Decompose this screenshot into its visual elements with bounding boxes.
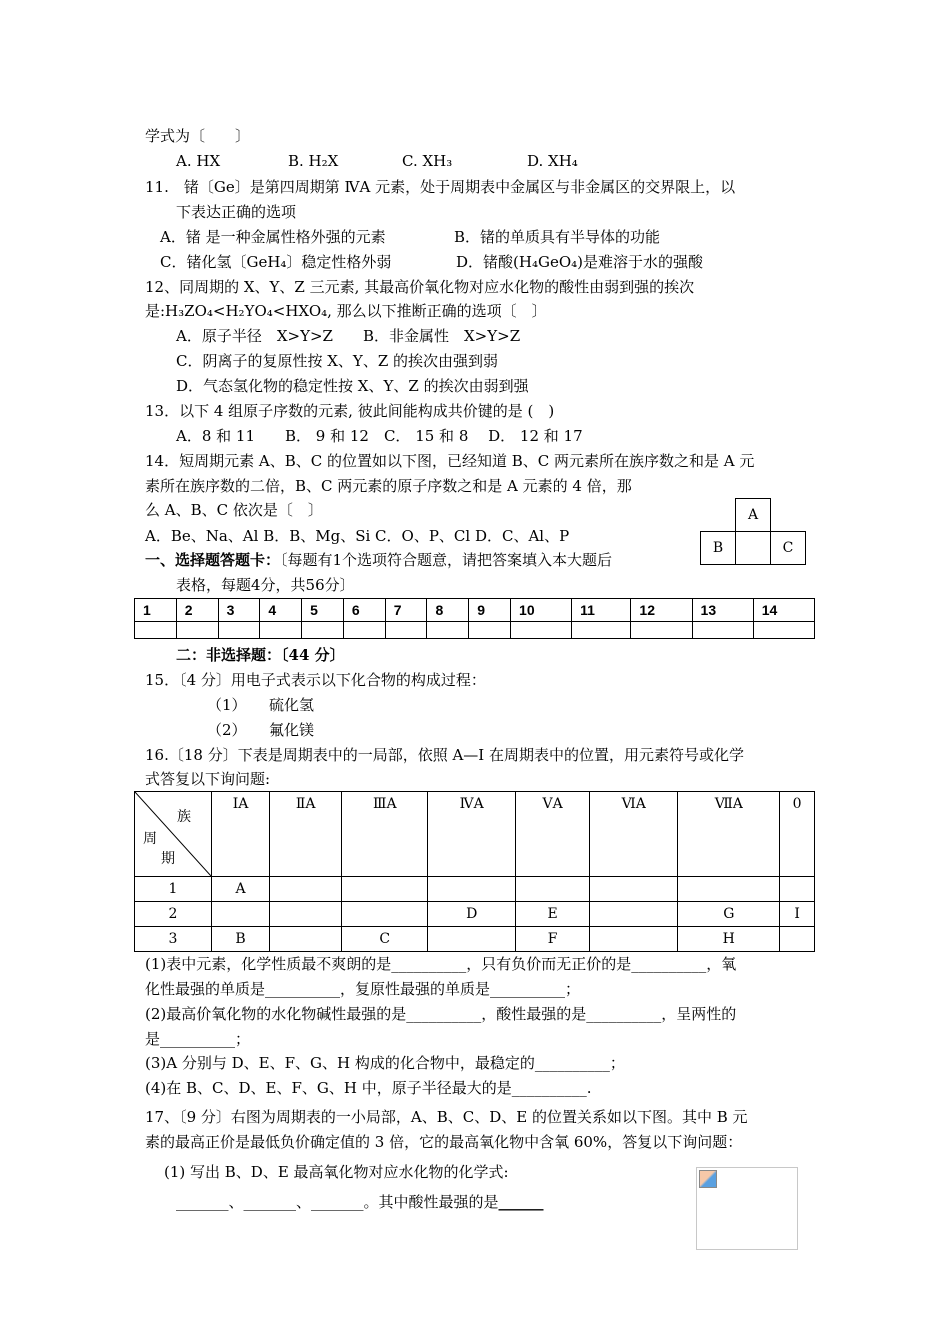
q16-line2: 式答复以下询问题: xyxy=(145,770,271,788)
answer-card-number: 8 xyxy=(427,599,469,622)
answer-card-number: 10 xyxy=(511,599,572,622)
element-cell xyxy=(780,877,815,902)
element-cell xyxy=(342,902,428,927)
period-label: 3 xyxy=(135,927,212,952)
element-cell xyxy=(516,877,590,902)
element-cell: I xyxy=(780,902,815,927)
q17-sub1-blanks xyxy=(176,1192,544,1212)
corner-label-group: 族 xyxy=(177,809,191,825)
element-cell: C xyxy=(342,927,428,952)
group-header: ⅣA xyxy=(428,792,516,877)
element-cell xyxy=(270,927,342,952)
q17-line2: 素的最高正价是最低负价确定值的 3 倍，它的最高氧化物中含氧 60%，答复以下询问题： xyxy=(145,1133,743,1151)
element-cell: G xyxy=(678,902,780,927)
group-header: ⅠA xyxy=(212,792,270,877)
q10-option-a: A. HX xyxy=(176,152,221,170)
answer-card-table xyxy=(134,598,815,639)
answer-card-number: 3 xyxy=(218,599,260,622)
q16-sub4: (4)在 B、C、D、E、F、G、H 中，原子半径最大的是__________. xyxy=(145,1079,592,1097)
group-header: 0 xyxy=(780,792,815,877)
q11-option-d: D．锗酸(H₄GeO₄)是难溶于水的强酸 xyxy=(456,253,703,271)
q14-line2: 素所在族序数的二倍，B、C 两元素的原子序数之和是 A 元素的 4 倍，那 xyxy=(145,477,632,495)
answer-slot[interactable] xyxy=(343,622,385,639)
group-header: ⅢA xyxy=(342,792,428,877)
section1-title: 一、选择题答题卡： xyxy=(145,551,281,569)
q17-line1: 17、〔9 分〕右图为周期表的一小局部，A、B、C、D、E 的位置关系如以下图。其中 B 元 xyxy=(145,1108,748,1126)
answer-card-number: 4 xyxy=(260,599,302,622)
table-corner-cell xyxy=(135,792,212,877)
answer-slot[interactable] xyxy=(511,622,572,639)
element-cell xyxy=(270,877,342,902)
q16-sub2-line2: 是__________； xyxy=(145,1030,251,1048)
q11-line1: 11. 锗〔Ge〕是第四周期第 ⅣA 元素，处于周期表中金属区与非金属区的交界限上，以 xyxy=(145,178,736,196)
period-label: 1 xyxy=(135,877,212,902)
element-cell: A xyxy=(212,877,270,902)
q11-option-a: A．锗 是一种金属性格外强的元素 xyxy=(160,228,386,246)
q10-option-b: B. H₂X xyxy=(288,152,339,170)
element-cell: B xyxy=(212,927,270,952)
q16-sub2-line1: (2)最高价氧化物的水化物碱性最强的是__________，酸性最强的是__________，呈两性的 xyxy=(145,1005,737,1023)
element-cell xyxy=(590,927,678,952)
q17-figure-placeholder xyxy=(696,1167,798,1250)
element-cell: H xyxy=(678,927,780,952)
answer-slot[interactable] xyxy=(631,622,692,639)
answer-slot[interactable] xyxy=(176,622,218,639)
element-cell xyxy=(428,927,516,952)
q12-line1: 12、同周期的 X、Y、Z 三元素, 其最高价氧化物对应水化物的酸性由弱到强的挨次 xyxy=(145,278,695,296)
answer-card-number: 12 xyxy=(631,599,692,622)
abc-position-diagram xyxy=(700,498,806,565)
group-header: ⅡA xyxy=(270,792,342,877)
element-cell xyxy=(780,927,815,952)
answer-card-number: 5 xyxy=(302,599,344,622)
answer-card-number: 1 xyxy=(135,599,177,622)
answer-slot[interactable] xyxy=(260,622,302,639)
q15-line1: 15．〔4 分〕用电子式表示以下化合物的构成过程： xyxy=(145,671,486,689)
answer-card-number: 7 xyxy=(385,599,427,622)
answer-card-number: 2 xyxy=(176,599,218,622)
diagram-cell-b: B xyxy=(701,532,736,565)
q13-line1: 13．以下 4 组原子序数的元素, 彼此间能构成共价键的是 ( ) xyxy=(145,402,555,420)
q10-option-d: D. XH₄ xyxy=(527,152,578,170)
q14-line3: 么 A、B、C 依次是〔 〕 xyxy=(145,501,323,519)
broken-image-icon xyxy=(699,1170,717,1188)
answer-card-number: 14 xyxy=(753,599,814,622)
group-header: ⅥA xyxy=(590,792,678,877)
element-cell xyxy=(270,902,342,927)
q12-line2: 是:H₃ZO₄<H₂YO₄<HXO₄, 那么以下推断正确的选项〔 〕 xyxy=(145,302,547,320)
answer-card-number: 9 xyxy=(469,599,511,622)
q10-option-c: C. XH₃ xyxy=(402,152,453,170)
answer-card-number: 13 xyxy=(692,599,753,622)
q15-item2: （2） 氟化镁 xyxy=(207,721,315,739)
q10-tail: 学式为〔 〕 xyxy=(145,127,251,145)
q14-line1: 14．短周期元素 A、B、C 的位置如以下图，已经知道 B、C 两元素所在族序数之和是 A 元 xyxy=(145,452,755,470)
q17-sub1: (1) 写出 B、D、E 最高氧化物对应水化物的化学式: xyxy=(164,1163,509,1181)
section1-heading xyxy=(145,550,612,570)
q11-option-c: C．锗化氢〔GeH₄〕稳定性格外弱 xyxy=(160,253,392,271)
answer-slot[interactable] xyxy=(572,622,631,639)
q12-option-d: D．气态氢化物的稳定性按 X、Y、Z 的挨次由弱到强 xyxy=(176,377,529,395)
element-cell xyxy=(678,877,780,902)
answer-slot[interactable] xyxy=(692,622,753,639)
answer-slot[interactable] xyxy=(218,622,260,639)
element-cell xyxy=(590,877,678,902)
element-cell: D xyxy=(428,902,516,927)
q11-line2: 下表达正确的选项 xyxy=(176,203,297,221)
element-cell xyxy=(342,877,428,902)
answer-slot[interactable] xyxy=(469,622,511,639)
q15-item1: （1） 硫化氢 xyxy=(207,696,315,714)
element-cell xyxy=(428,877,516,902)
element-cell xyxy=(212,902,270,927)
section1-desc: 〔每题有1个选项符合题意，请把答案填入本大题后 xyxy=(280,551,613,569)
answer-card-number: 11 xyxy=(572,599,631,622)
group-header: ⅤA xyxy=(516,792,590,877)
group-header: ⅦA xyxy=(678,792,780,877)
q14-options: A．Be、Na、Al B．B、Mg、Si C．O、P、Cl D．C、Al、P xyxy=(145,527,570,545)
section1-desc2: 表格，每题4分，共56分〕 xyxy=(176,576,355,594)
answer-slot[interactable] xyxy=(753,622,814,639)
answer-slot[interactable] xyxy=(135,622,177,639)
q13-options: A．8 和 11 B． 9 和 12 C． 15 和 8 D． 12 和 17 xyxy=(176,427,583,445)
q16-sub1-line1: (1)表中元素，化学性质最不爽朗的是__________，只有负价而无正价的是__________，氧 xyxy=(145,955,737,973)
diagram-cell-c: C xyxy=(771,532,806,565)
element-cell xyxy=(590,902,678,927)
answer-slot[interactable] xyxy=(302,622,344,639)
period-label: 2 xyxy=(135,902,212,927)
diagram-cell-a: A xyxy=(736,499,771,532)
q12-option-c: C．阴离子的复原性按 X、Y、Z 的挨次由强到弱 xyxy=(176,352,499,370)
q12-option-ab: A．原子半径 X>Y>Z B．非金属性 X>Y>Z xyxy=(176,327,521,345)
q17-sub1-text: _______、_______、_______。其中酸性最强的是 xyxy=(176,1193,499,1211)
section2-title: 二：非选择题：〔44 分〕 xyxy=(176,646,345,664)
corner-label-period-2: 期 xyxy=(161,851,175,867)
periodic-table-fragment xyxy=(134,791,815,952)
element-cell: F xyxy=(516,927,590,952)
corner-label-period-1: 周 xyxy=(143,831,157,847)
answer-card-number: 6 xyxy=(343,599,385,622)
element-cell: E xyxy=(516,902,590,927)
answer-slot[interactable] xyxy=(385,622,427,639)
answer-slot[interactable] xyxy=(427,622,469,639)
q11-option-b: B．锗的单质具有半导体的功能 xyxy=(454,228,661,246)
q16-line1: 16.〔18 分〕下表是周期表中的一局部，依照 A—I 在周期表中的位置，用元素符号或化学 xyxy=(145,746,745,764)
q16-sub3: (3)A 分别与 D、E、F、G、H 构成的化合物中，最稳定的__________； xyxy=(145,1054,625,1072)
q16-sub1-line2: 化性最强的单质是__________，复原性最强的单质是__________； xyxy=(145,980,581,998)
q17-strongest-acid-blank[interactable]: ______ xyxy=(498,1193,544,1211)
